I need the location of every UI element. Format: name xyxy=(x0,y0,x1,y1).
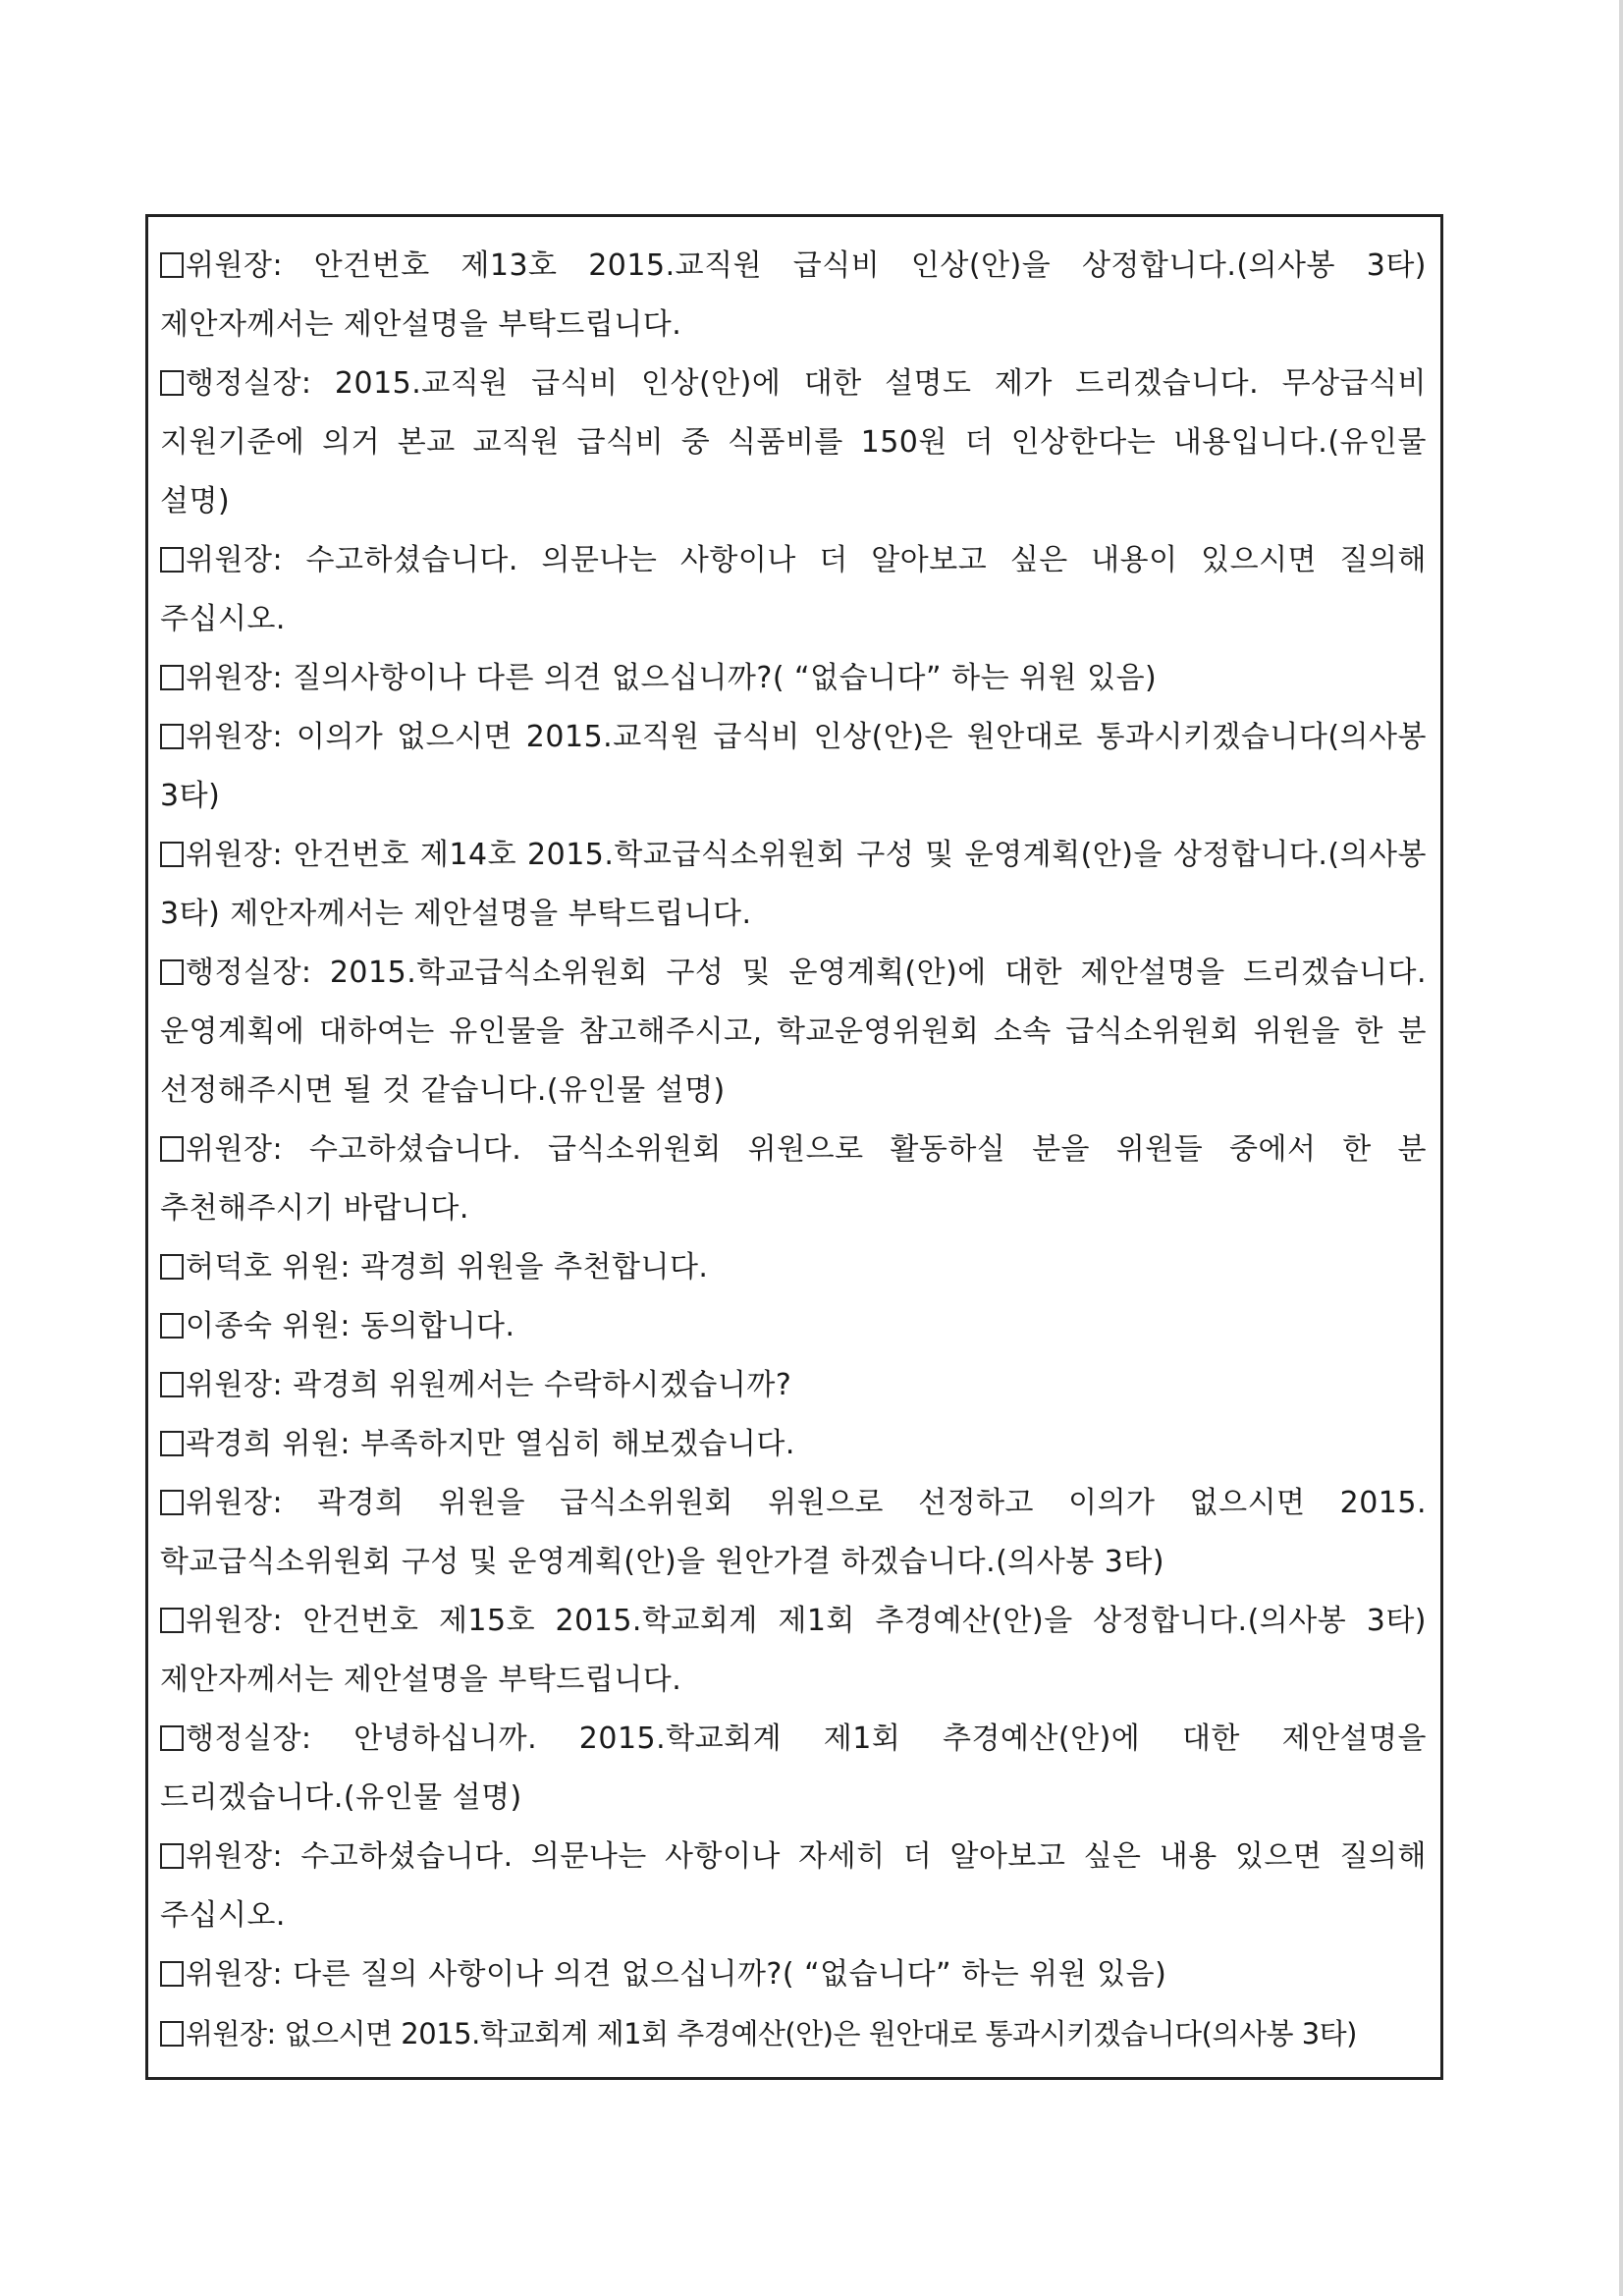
entry-text: 이종숙 위원: 동의합니다. xyxy=(186,1309,515,1343)
entry-text: 위원장: 수고하셨습니다. 의문나는 사항이나 자세히 더 알아보고 싶은 내용 있으면 질의해 주십시오. xyxy=(160,1839,1427,1933)
minutes-entry xyxy=(160,1415,1427,1474)
entry-text: 위원장: 곽경희 위원을 급식소위원회 위원으로 선정하고 이의가 없으시면 2015.학교급식소위원회 구성 및 운영계획(안)을 원안가결 하겠습니다.(의사봉 3타) xyxy=(160,1486,1427,1579)
scan-edge xyxy=(1619,0,1623,2296)
minutes-entry xyxy=(160,1474,1427,1592)
checkbox-icon xyxy=(160,724,184,749)
checkbox-icon xyxy=(160,1136,184,1162)
entry-text: 위원장: 안건번호 제13호 2015.교직원 급식비 인상(안)을 상정합니다.(의사봉 3타) 제안자께서는 제안설명을 부탁드립니다. xyxy=(160,248,1427,342)
minutes-entry xyxy=(160,355,1427,531)
minutes-entry xyxy=(160,1710,1427,1828)
checkbox-icon xyxy=(160,1725,184,1751)
entry-text: 위원장: 없으시면 2015.학교회계 제1회 추경예산(안)은 원안대로 통과시키겠습니다(의사봉 3타) xyxy=(186,2017,1357,2050)
checkbox-icon xyxy=(160,1608,184,1633)
minutes-frame xyxy=(145,214,1443,2080)
entry-text: 위원장: 안건번호 제14호 2015.학교급식소위원회 구성 및 운영계획(안)을 상정합니다.(의사봉 3타) 제안자께서는 제안설명을 부탁드립니다. xyxy=(160,838,1427,931)
checkbox-icon xyxy=(160,1431,184,1456)
minutes-entry xyxy=(160,1356,1427,1415)
checkbox-icon xyxy=(160,1372,184,1397)
minutes-entry xyxy=(160,944,1427,1121)
entry-text: 위원장: 질의사항이나 다른 의견 없으십니까?( “없습니다” 하는 위원 있음) xyxy=(186,661,1158,695)
entry-text: 위원장: 수고하셨습니다. 급식소위원회 위원으로 활동하실 분을 위원들 중에서 한 분 추천해주시기 바랍니다. xyxy=(160,1132,1427,1226)
minutes-entry xyxy=(160,2004,1427,2063)
minutes-content xyxy=(160,237,1427,2063)
checkbox-icon xyxy=(160,252,184,278)
entry-text: 행정실장: 2015.교직원 급식비 인상(안)에 대한 설명도 제가 드리겠습니다. 무상급식비 지원기준에 의거 본교 교직원 급식비 중 식품비를 150원 더 인상한다는 내용입니다.(유인물 설명) xyxy=(160,366,1427,519)
entry-text: 위원장: 다른 질의 사항이나 의견 없으십니까?( “없습니다” 하는 위원 있음) xyxy=(186,1957,1167,1992)
entry-text: 허덕호 위원: 곽경희 위원을 추천합니다. xyxy=(186,1250,709,1285)
checkbox-icon xyxy=(160,1313,184,1339)
checkbox-icon xyxy=(160,842,184,867)
entry-text: 위원장: 안건번호 제15호 2015.학교회계 제1회 추경예산(안)을 상정합니다.(의사봉 3타) 제안자께서는 제안설명을 부탁드립니다. xyxy=(160,1604,1427,1697)
minutes-entry xyxy=(160,708,1427,826)
minutes-entry xyxy=(160,826,1427,944)
checkbox-icon xyxy=(160,1254,184,1280)
checkbox-icon xyxy=(160,1843,184,1869)
minutes-entry xyxy=(160,531,1427,649)
minutes-entry xyxy=(160,237,1427,355)
minutes-entry xyxy=(160,649,1427,708)
checkbox-icon xyxy=(160,370,184,396)
minutes-entry xyxy=(160,1297,1427,1356)
checkbox-icon xyxy=(160,1961,184,1987)
checkbox-icon xyxy=(160,665,184,690)
checkbox-icon xyxy=(160,1490,184,1515)
minutes-entry xyxy=(160,1238,1427,1297)
minutes-entry xyxy=(160,1945,1427,2004)
entry-text: 위원장: 이의가 없으시면 2015.교직원 급식비 인상(안)은 원안대로 통과시키겠습니다(의사봉 3타) xyxy=(160,720,1427,813)
entry-text: 행정실장: 2015.학교급식소위원회 구성 및 운영계획(안)에 대한 제안설명을 드리겠습니다. 운영계획에 대하여는 유인물을 참고해주시고, 학교운영위원회 소속 급식소위원회 위원을 한 분 선정해주시면 될 것 같습니다.(유인물 설명) xyxy=(160,956,1427,1108)
minutes-entry xyxy=(160,1121,1427,1238)
checkbox-icon xyxy=(160,2021,184,2047)
entry-text: 위원장: 곽경희 위원께서는 수락하시겠습니까? xyxy=(186,1368,792,1402)
checkbox-icon xyxy=(160,547,184,573)
entry-text: 행정실장: 안녕하십니까. 2015.학교회계 제1회 추경예산(안)에 대한 제안설명을 드리겠습니다.(유인물 설명) xyxy=(160,1722,1427,1815)
minutes-entry xyxy=(160,1828,1427,1945)
minutes-entry xyxy=(160,1592,1427,1710)
entry-text: 곽경희 위원: 부족하지만 열심히 해보겠습니다. xyxy=(186,1427,795,1461)
entry-text: 위원장: 수고하셨습니다. 의문나는 사항이나 더 알아보고 싶은 내용이 있으시면 질의해 주십시오. xyxy=(160,543,1427,636)
checkbox-icon xyxy=(160,959,184,985)
